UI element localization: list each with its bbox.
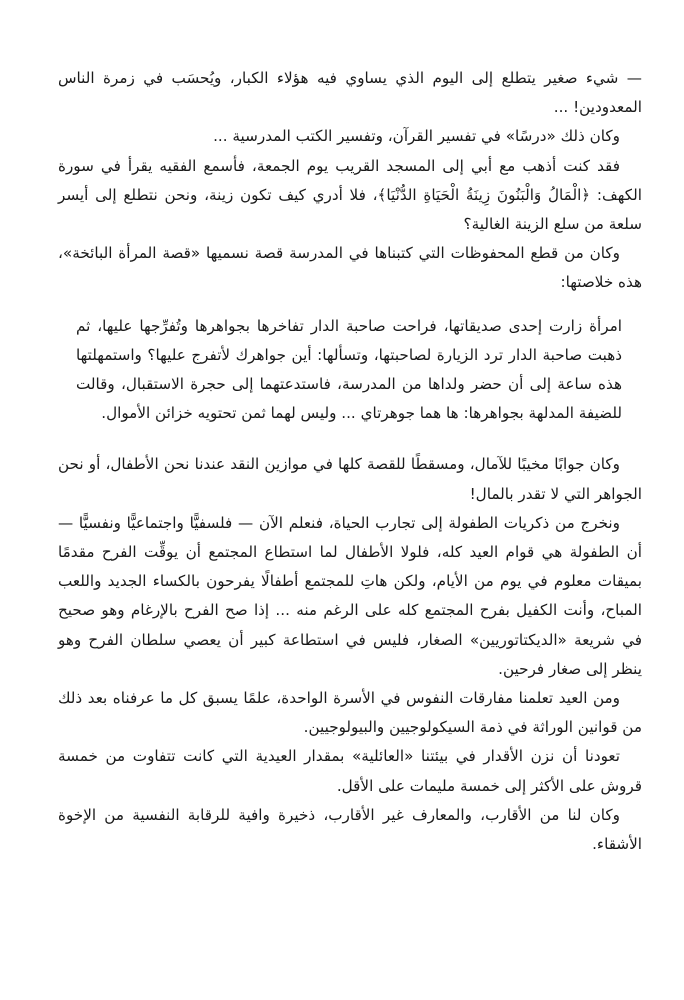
paragraph-6: ونخرج من ذكريات الطفولة إلى تجارب الحياة، فنعلم الآن — فلسفيًّا واجتماعيًّا ونفسيًّا — أن الطفولة هي قوام العيد كله، فلولا الأطفال لما استطاع المجتمع أن يوقِّت الفرح مقدمًا بميقات معلوم في يوم من الأيام، ولكن هاتِ للمجتمع أطفالًا يفرحون بالكساء الجديد واللعب المباح، وأنت الكفيل بفرح المجتمع كله على الرغم منه ... إذا صح الفرح بالإرغام وهو صحيح في شريعة «الديكتاتوريين» الصغار، فليس في استطاعة كبير أن يعصي سلطان الفرح وهو ينظر إلى صغار فرحين. — [58, 513, 642, 678]
paragraph-7: ومن العيد تعلمنا مفارقات النفوس في الأسرة الواحدة، علمًا يسبق كل ما عرفناه بعد ذلك من قوانين الوراثة في ذمة السيكولوجيين والبيولوجيين. — [58, 689, 642, 737]
paragraph-1: — شيء صغير يتطلع إلى اليوم الذي يساوي فيه هؤلاء الكبار، ويُحسَب في زمرة الناس المعدودين! ... — [58, 69, 642, 117]
paragraph-4: وكان من قطع المحفوظات التي كتبناها في المدرسة قصة نسميها «قصة المرأة البائخة»، هذه خلاصتها: — [58, 244, 642, 292]
paragraph-8: تعودنا أن نزن الأقدار في بيئتنا «العائلية» بمقدار العيدية التي كانت تتفاوت من خمسة قروش على الأكثر إلى خمسة مليمات على الأقل. — [58, 747, 642, 795]
paragraph-3: فقد كنت أذهب مع أبي إلى المسجد القريب يوم الجمعة، فأسمع الفقيه يقرأ في سورة الكهف: ﴿الْمَالُ وَالْبَنُونَ زِينَةُ الْحَيَاةِ الدُّنْيَا﴾، فلا أدري كيف تكون زينة، ونحن نتطلع إلى أيسر سلعة من سلع الزينة الغالية؟ — [58, 156, 642, 234]
story-quote: امرأة زارت إحدى صديقاتها، فراحت صاحبة الدار تفاخرها بجواهرها وتُفرِّجها عليها، ثم ذهبت صاحبة الدار ترد الزيارة لصاحبتها، وتسألها: أين جواهرك لأتفرج عليها؟ واستمهلتها هذه ساعة إلى أن حضر ولداها من المدرسة، فاستدعتهما إلى حجرة الاستقبال، وقالت للضيفة المدلهة بجواهرها: ها هما جوهرتاي ... وليس لهما ثمن تحتويه خزائن الأموال. — [76, 316, 622, 423]
paragraph-9: وكان لنا من الأقارب، والمعارف غير الأقارب، ذخيرة وافية للرقابة النفسية من الإخوة الأشقاء. — [58, 805, 642, 854]
paragraph-2: وكان ذلك «درسًا» في تفسير القرآن، وتفسير الكتب المدرسية ... — [213, 127, 620, 146]
document-page — [58, 64, 642, 859]
paragraph-5: وكان جوابًا مخيبًا للآمال، ومسقطًا للقصة كلها في موازين النقد عندنا نحن الأطفال، أو نحن الجواهر التي لا تقدر بالمال! — [58, 455, 642, 503]
